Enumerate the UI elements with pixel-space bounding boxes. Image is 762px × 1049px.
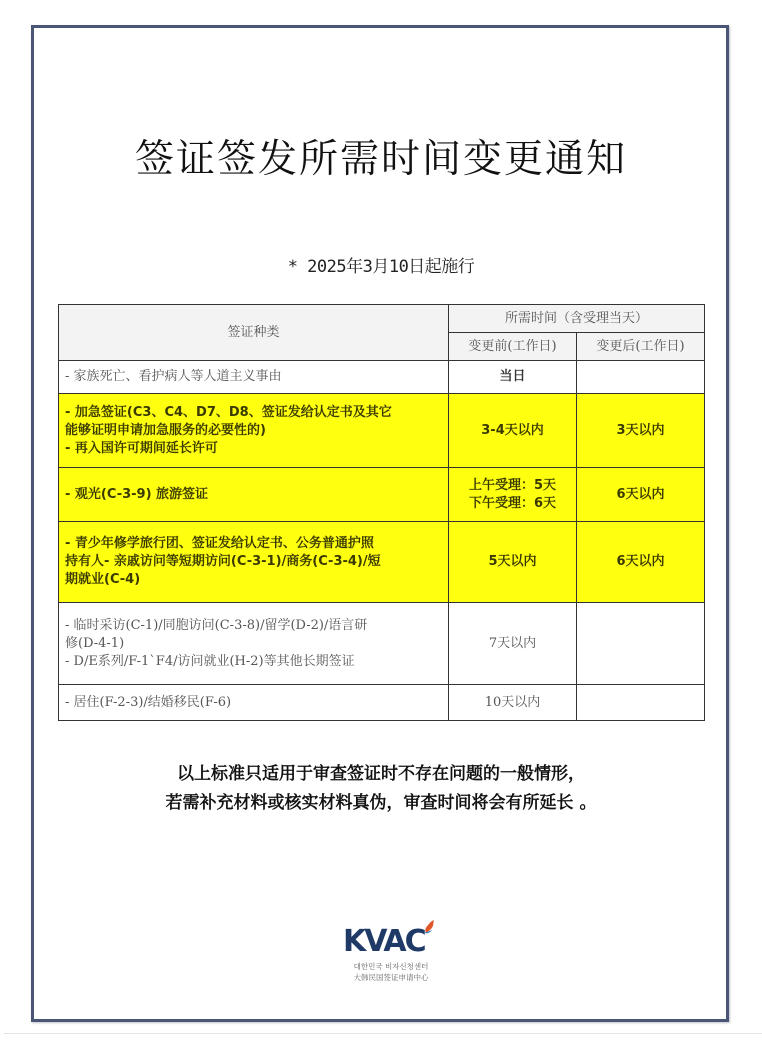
- visa-category-cell: - 加急签证(C3、C4、D7、D8、签证发给认定书及其它 能够证明申请加急服务的必要性的) - 再入国许可期间延长许可: [59, 394, 449, 468]
- kvac-korean-name: 대한민국 비자신청센터: [353, 962, 429, 971]
- after-time-cell: 6天以内: [577, 522, 705, 603]
- effective-date: * 2025年3月10日起施行: [287, 257, 475, 277]
- visa-category-cell: - 居住(F-2-3)/结婚移民(F-6): [59, 685, 449, 721]
- after-time-cell: 6天以内: [577, 468, 705, 522]
- kvac-flame-icon: [423, 920, 435, 934]
- after-time-cell: 3天以内: [577, 394, 705, 468]
- after-time-cell: [577, 361, 705, 394]
- disclaimer-line-1: 以上标准只适用于审查签证时不存在问题的一般情形，: [177, 764, 585, 784]
- visa-category-cell: - 观光(C-3-9) 旅游签证: [59, 468, 449, 522]
- before-time-cell: 5天以内: [449, 522, 577, 603]
- before-time-cell: 10天以内: [449, 685, 577, 721]
- visa-category-cell: - 青少年修学旅行团、签证发给认定书、公务普通护照 持有人- 亲戚访问等短期访问(C-3-1)/商务(C-3-4)/短 期就业(C-4): [59, 522, 449, 603]
- visa-category-cell: - 家族死亡、看护病人等人道主义事由: [59, 361, 449, 394]
- header-required-time: 所需时间（含受理当天）: [449, 305, 705, 333]
- after-time-cell: [577, 685, 705, 721]
- table-row: [59, 603, 705, 685]
- disclaimer-note: [0, 760, 762, 818]
- disclaimer-line-2: 若需补充材料或核实材料真伪，审查时间将会有所延长 。: [165, 793, 597, 813]
- before-time-cell: 7天以内: [449, 603, 577, 685]
- page-divider: [4, 1033, 762, 1034]
- table-row: [59, 522, 705, 603]
- table-row: [59, 394, 705, 468]
- kvac-logo: [343, 920, 439, 988]
- header-visa-category: 签证种类: [59, 305, 449, 361]
- document-title: 签证签发所需时间变更通知: [134, 137, 627, 182]
- table-row: [59, 468, 705, 522]
- processing-time-table: [58, 304, 705, 721]
- before-time-cell: 上午受理：5天 下午受理：6天: [449, 468, 577, 522]
- kvac-wordmark: KVAC: [343, 924, 425, 959]
- header-before-change: 变更前(工作日): [449, 333, 577, 361]
- table-row: [59, 361, 705, 394]
- kvac-chinese-name: 大韩民国签证申请中心: [353, 973, 429, 982]
- before-time-cell: 当日: [449, 361, 577, 394]
- table-row: [59, 685, 705, 721]
- visa-category-cell: - 临时采访(C-1)/同胞访问(C-3-8)/留学(D-2)/语言研 修(D-4-1) - D/E系列/F-1`F4/访问就业(H-2)等其他长期签证: [59, 603, 449, 685]
- before-time-cell: 3-4天以内: [449, 394, 577, 468]
- after-time-cell: [577, 603, 705, 685]
- header-after-change: 变更后(工作日): [577, 333, 705, 361]
